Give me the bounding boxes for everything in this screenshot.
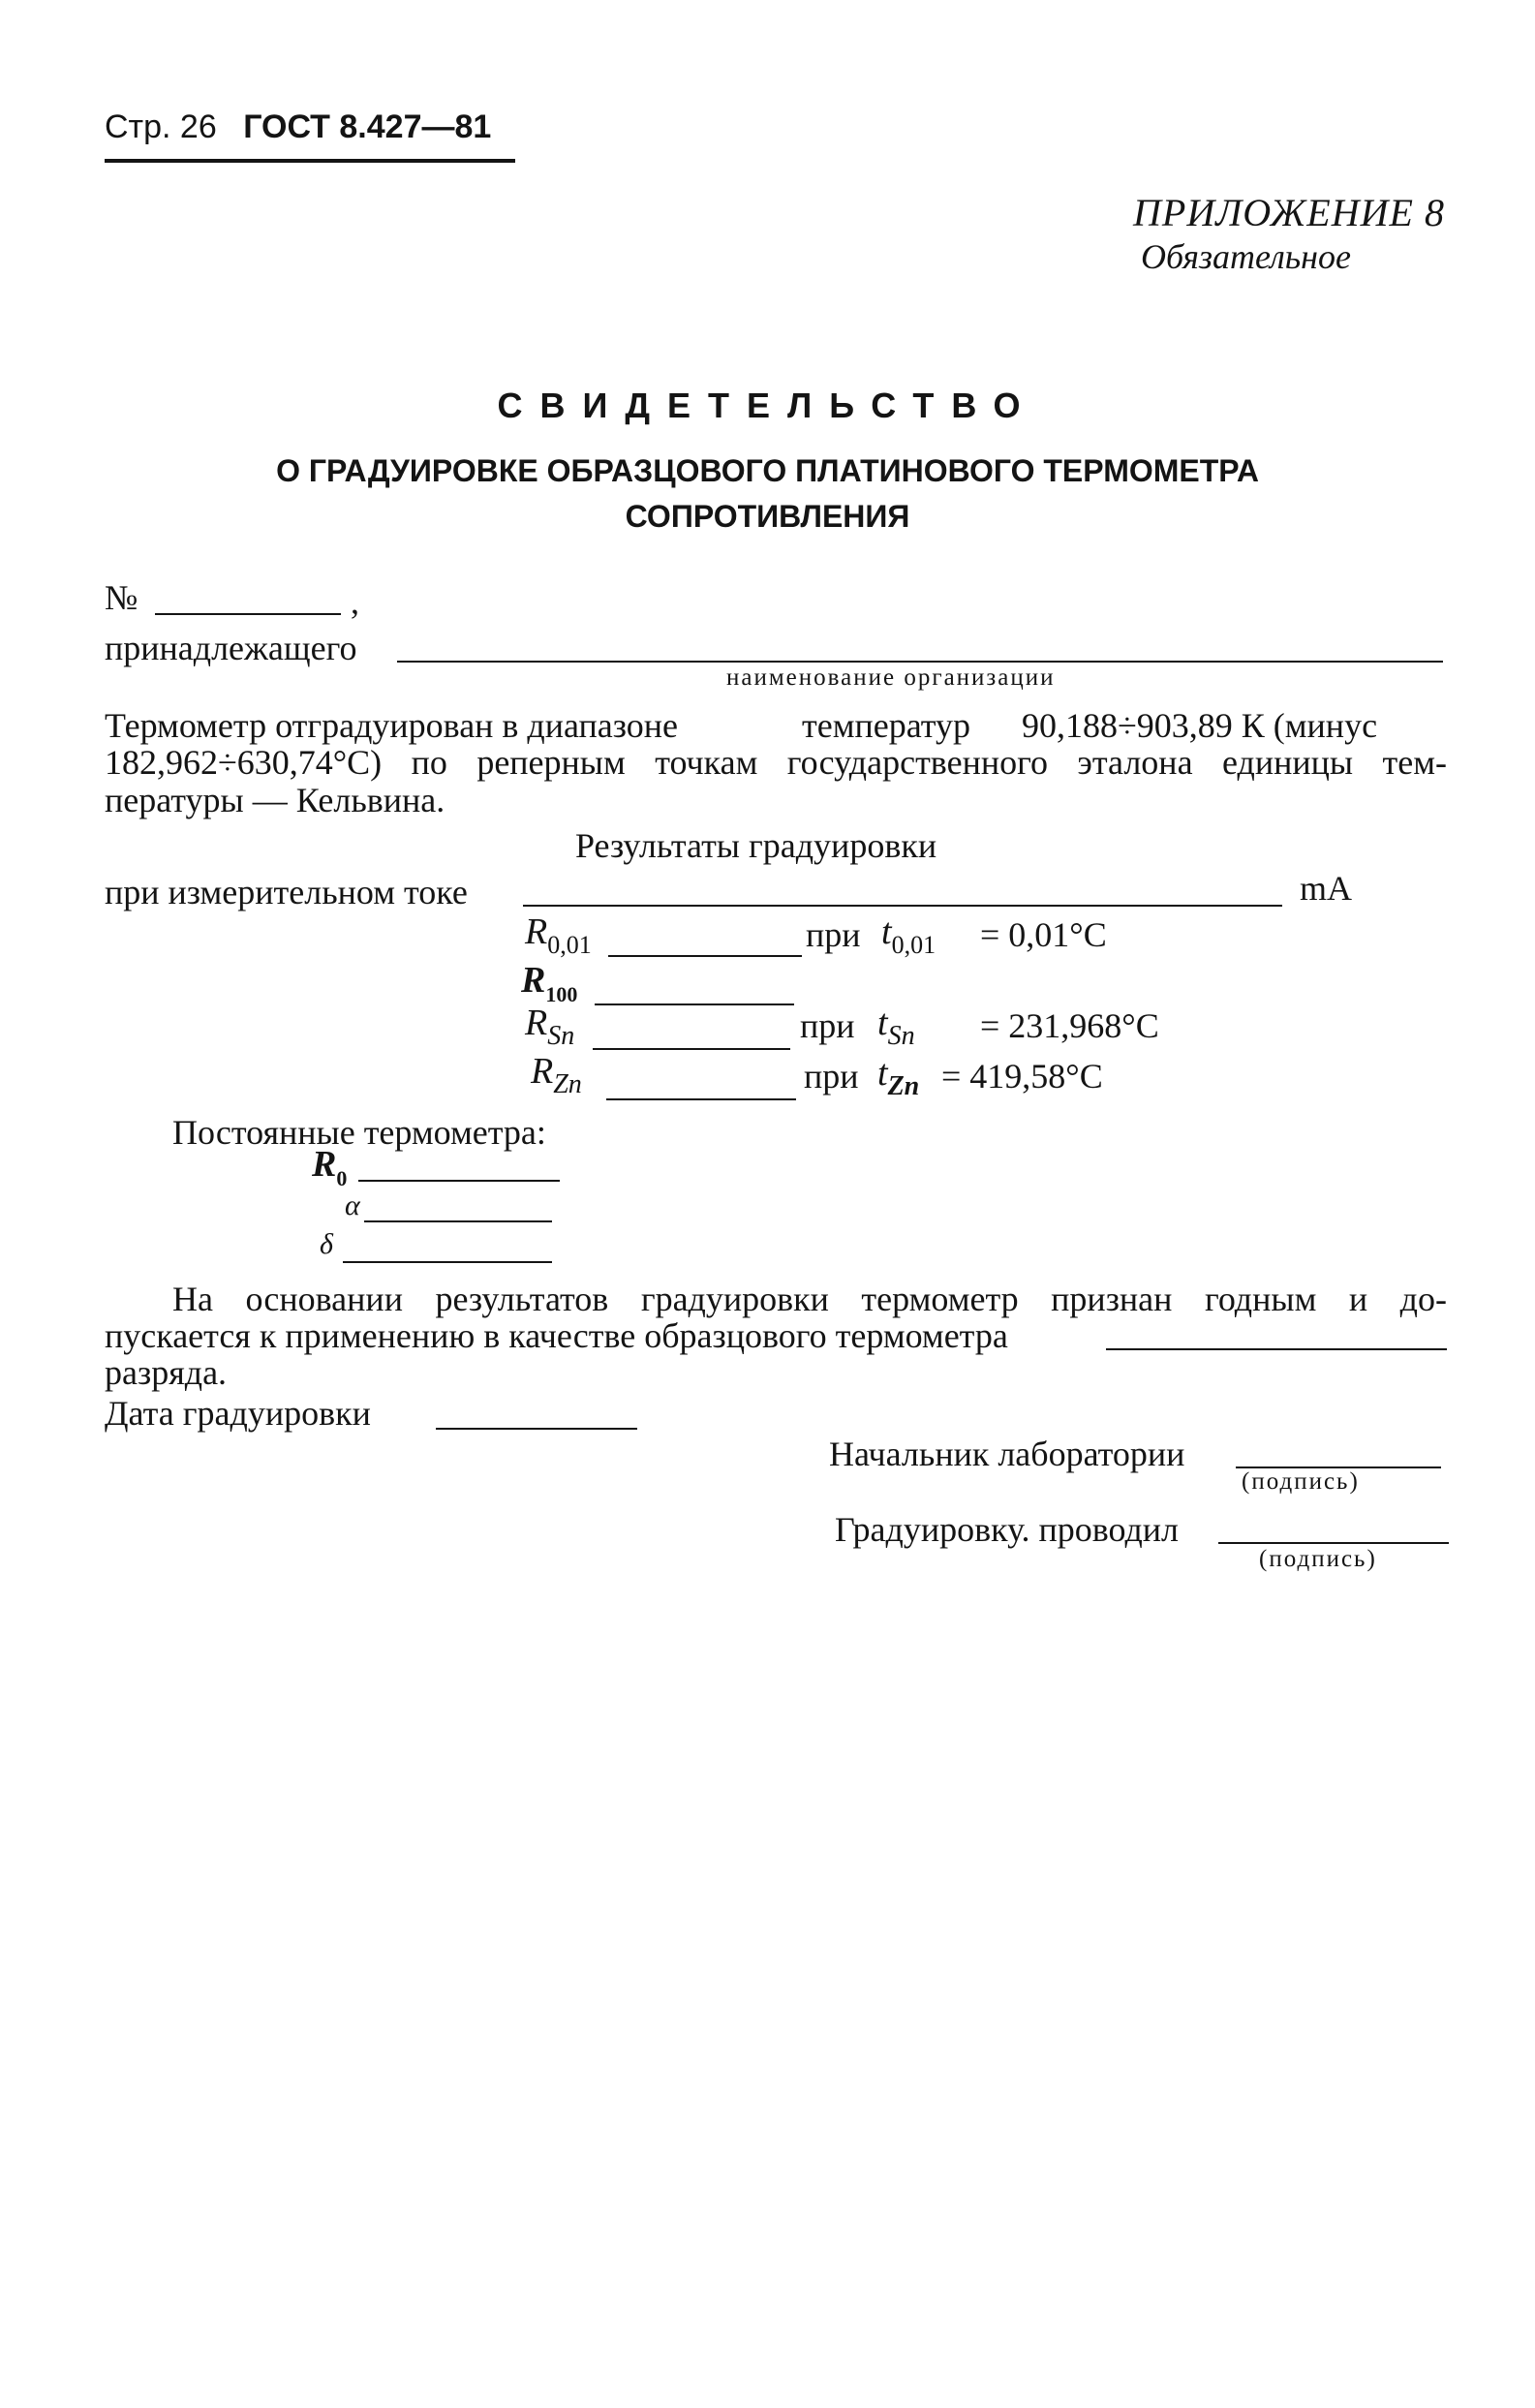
rzn-symbol: $R_{Zn}$: [531, 1051, 582, 1099]
category-field: [1106, 1348, 1447, 1350]
current-field: [523, 905, 1282, 907]
date-field: [436, 1428, 637, 1430]
t001-symbol: $t_{0,01}$: [881, 911, 936, 959]
head-label: Начальник лаборатории: [829, 1435, 1185, 1473]
alpha-field: [364, 1220, 552, 1222]
organization-field: [397, 661, 1443, 663]
current-label: при измерительном токе: [105, 873, 468, 911]
rzn-field: [606, 1098, 796, 1100]
date-label: Дата градуировки: [105, 1394, 371, 1433]
paragraph1-line2: 182,962÷630,74°С) по реперным точкам государственного эталона единицы тем-: [105, 743, 1447, 782]
rsn-field: [593, 1048, 790, 1050]
alpha-symbol: α: [345, 1189, 360, 1221]
r001-field: [608, 955, 802, 957]
r001-at: при: [806, 915, 861, 954]
appendix-subtitle: Обязательное: [1141, 237, 1351, 276]
rsn-at: при: [800, 1006, 855, 1045]
current-unit: mA: [1300, 869, 1352, 908]
p1-part3: 90,188÷903,89 К (минус: [1022, 706, 1378, 745]
organization-caption: наименование организации: [726, 664, 1056, 691]
document-subtitle-line2: СОПРОТИВЛЕНИЯ: [625, 499, 910, 534]
rzn-at: при: [804, 1057, 859, 1096]
t001-value: = 0,01°C: [980, 915, 1107, 954]
rsn-symbol: $R_{Sn}$: [525, 1003, 575, 1051]
document-title: СВИДЕТЕЛЬСТВО: [497, 386, 1038, 425]
conclusion-line1: На основании результатов градуировки термометр признан годным и до-: [172, 1280, 1447, 1318]
r0-field: [358, 1180, 560, 1182]
results-heading: Результаты градуировки: [575, 826, 937, 865]
p1-part1: Термометр отградуирован в диапазоне: [105, 706, 679, 745]
delta-field: [343, 1261, 552, 1263]
page-header: [105, 108, 491, 146]
number-sign: №: [105, 578, 138, 617]
r100-field: [595, 1003, 794, 1005]
number-field: [155, 613, 341, 615]
appendix-title: ПРИЛОЖЕНИЕ 8: [1133, 191, 1445, 234]
conclusion-line2: пускается к применению в качестве образцового термометра: [105, 1316, 1008, 1355]
r0-symbol: $R_0$: [312, 1144, 348, 1190]
tzn-symbol: $t_{Zn}$: [877, 1053, 920, 1101]
r001-symbol: $R_{0,01}$: [525, 911, 592, 959]
belonging-label: принадлежащего: [105, 629, 357, 667]
paragraph1-line1: [105, 705, 1447, 746]
paragraph1-line3: пературы — Кельвина.: [105, 781, 445, 819]
tsn-value: = 231,968°C: [980, 1006, 1159, 1045]
p1-part2: температур: [802, 706, 971, 745]
performer-signature-field: [1218, 1542, 1449, 1544]
page-number: Стр. 26: [105, 108, 217, 145]
header-rule: [105, 159, 515, 163]
tzn-value: = 419,58°C: [941, 1057, 1103, 1096]
conclusion-line3: разряда.: [105, 1353, 228, 1392]
head-signature-caption: (подпись): [1242, 1468, 1360, 1495]
performer-label: Градуировку. проводил: [835, 1510, 1180, 1549]
tsn-symbol: $t_{Sn}$: [877, 1003, 915, 1051]
document-subtitle-line1: О ГРАДУИРОВКЕ ОБРАЗЦОВОГО ПЛАТИНОВОГО ТЕРМОМЕТРА: [276, 453, 1259, 488]
number-comma: ,: [351, 582, 359, 621]
gost-number: ГОСТ 8.427—81: [243, 108, 492, 145]
performer-signature-caption: (подпись): [1259, 1546, 1377, 1572]
delta-symbol: δ: [320, 1228, 333, 1260]
constants-heading: Постоянные термометра:: [172, 1113, 546, 1152]
r100-symbol: $R_{100}$: [521, 960, 578, 1006]
